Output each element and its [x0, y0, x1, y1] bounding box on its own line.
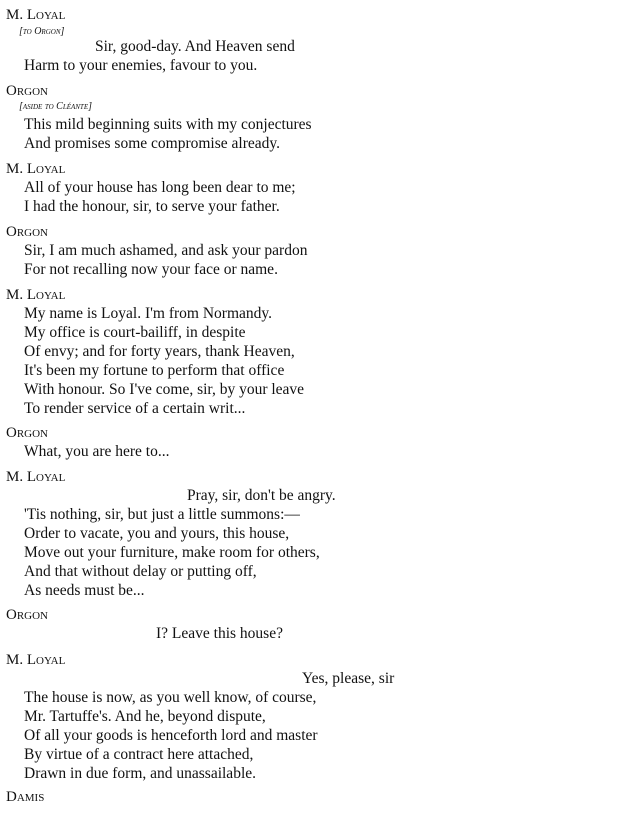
verse-line: Harm to your enemies, favour to you. — [24, 57, 258, 74]
verse-line: And promises some compromise already. — [24, 135, 280, 152]
verse-line: Of all your goods is henceforth lord and master — [24, 727, 318, 744]
speaker-name: Damis — [6, 789, 45, 805]
verse-line: This mild beginning suits with my conjectures — [24, 116, 312, 133]
speaker-name: Orgon — [6, 425, 49, 441]
verse-line: I? Leave this house? — [156, 625, 283, 642]
verse-line: By virtue of a contract here attached, — [24, 746, 254, 763]
verse-line: Drawn in due form, and unassailable. — [24, 765, 257, 782]
speaker-name: Orgon — [6, 607, 49, 623]
verse-line: With honour. So I've come, sir, by your leave — [24, 381, 305, 398]
verse-line: What, you are here to... — [24, 443, 170, 460]
verse-line: The house is now, as you well know, of course, — [24, 689, 317, 706]
verse-line: Mr. Tartuffe's. And he, beyond dispute, — [24, 708, 266, 725]
verse-line: Yes, please, sir — [302, 670, 395, 687]
verse-line: Pray, sir, don't be angry. — [187, 487, 336, 504]
verse-line: As needs must be... — [24, 582, 145, 599]
stage-direction: [to Orgon] — [19, 26, 65, 37]
verse-line: Of envy; and for forty years, thank Heaven, — [24, 343, 295, 360]
verse-line: Move out your furniture, make room for others, — [24, 544, 320, 561]
speaker-name: M. Loyal — [6, 652, 66, 668]
verse-line: All of your house has long been dear to me; — [24, 179, 296, 196]
verse-line: My name is Loyal. I'm from Normandy. — [24, 305, 273, 322]
verse-line: And that without delay or putting off, — [24, 563, 257, 580]
verse-line: For not recalling now your face or name. — [24, 261, 278, 278]
verse-line: 'Tis nothing, sir, but just a little summons:— — [24, 506, 300, 523]
verse-line: My office is court-bailiff, in despite — [24, 324, 246, 341]
speaker-name: Orgon — [6, 83, 49, 99]
verse-line: Order to vacate, you and yours, this house, — [24, 525, 290, 542]
verse-line: Sir, good-day. And Heaven send — [95, 38, 295, 55]
verse-line: To render service of a certain writ... — [24, 400, 246, 417]
speaker-name: Orgon — [6, 224, 49, 240]
speaker-name: M. Loyal — [6, 469, 66, 485]
speaker-name: M. Loyal — [6, 161, 66, 177]
speaker-name: M. Loyal — [6, 287, 66, 303]
verse-line: It's been my fortune to perform that office — [24, 362, 285, 379]
verse-line: Sir, I am much ashamed, and ask your pardon — [24, 242, 308, 259]
verse-line: I had the honour, sir, to serve your father. — [24, 198, 280, 215]
stage-direction: [aside to Cléante] — [19, 101, 92, 112]
speaker-name: M. Loyal — [6, 7, 66, 23]
